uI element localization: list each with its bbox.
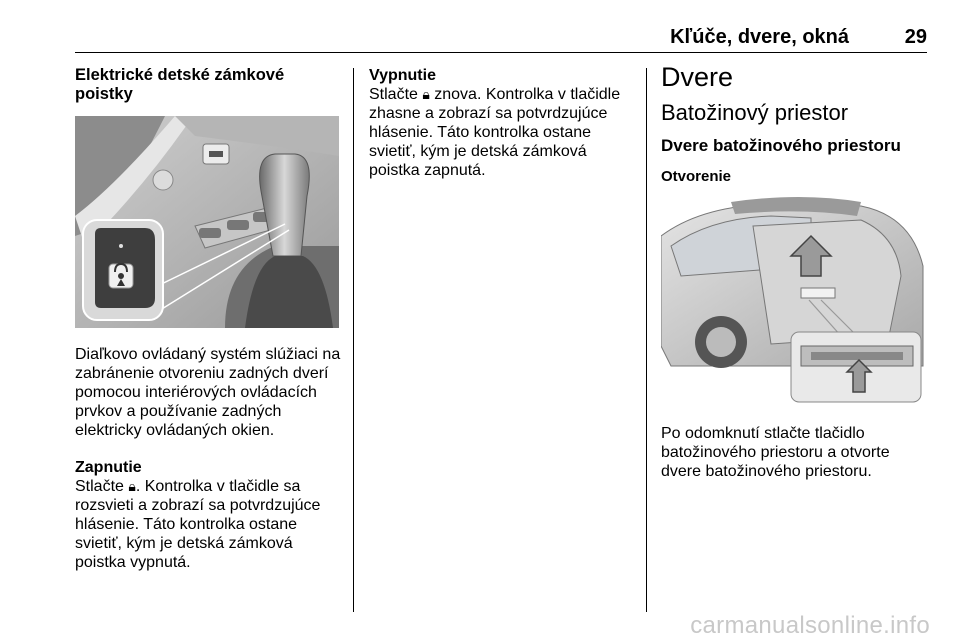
child-lock-icon: 🔒︎ bbox=[422, 86, 430, 102]
section-heading-luggage: Batožinový priestor bbox=[661, 100, 849, 125]
gear-shift-illustration bbox=[75, 116, 339, 328]
tailgate-illustration bbox=[661, 196, 925, 406]
subheading-opening: Otvorenie bbox=[661, 168, 732, 185]
child-lock-icon: 🔒︎ bbox=[128, 478, 136, 494]
paragraph-off bbox=[369, 85, 639, 180]
paragraph-on bbox=[75, 477, 345, 572]
paragraph-off-start: Stlačte bbox=[369, 86, 423, 103]
header-rule bbox=[75, 52, 927, 53]
section-heading-child-locks: Elektrické detské zámkové poistky bbox=[75, 66, 285, 103]
subheading-on: Zapnutie bbox=[75, 459, 142, 476]
paragraph-off-end: znova. Kontrolka v tlačidle zhasne a zobrazí sa potvrdzujúce hlásenie. Táto kontrolka ostane svietiť, kým je detská zámková poistka zapnutá. bbox=[369, 86, 621, 179]
column-2 bbox=[369, 66, 639, 180]
page-number: 29 bbox=[904, 26, 927, 48]
column-divider-2 bbox=[646, 68, 647, 612]
opening-paragraph: Po odomknutí stlačte tlačidlo batožinového priestoru a otvorte dvere batožinového priestoru. bbox=[661, 425, 890, 480]
paragraph-on-start: Stlačte bbox=[75, 478, 129, 495]
column-1 bbox=[75, 66, 345, 572]
subsection-heading-tailgate: Dvere batožinového priestoru bbox=[661, 136, 901, 155]
column-3 bbox=[661, 62, 931, 481]
description-paragraph: Diaľkovo ovládaný systém slúžiaci na zabránenie otvoreniu zadných dverí pomocou interiérových ovládacích prvkov a používanie zadných elektricky ovládaných okien. bbox=[75, 346, 341, 439]
column-divider-1 bbox=[353, 68, 354, 612]
watermark-text: carmanualsonline.info bbox=[690, 612, 930, 639]
page-header bbox=[75, 26, 927, 50]
chapter-heading-doors: Dvere bbox=[661, 62, 734, 92]
subheading-off: Vypnutie bbox=[369, 67, 436, 84]
paragraph-on-end: . Kontrolka v tlačidle sa rozsvieti a zobrazí sa potvrdzujúce hlásenie. Táto kontrolka ostane svietiť, kým je detská zámková poistka vypnutá. bbox=[75, 478, 321, 571]
page-title: Kľúče, dvere, okná bbox=[670, 26, 849, 48]
